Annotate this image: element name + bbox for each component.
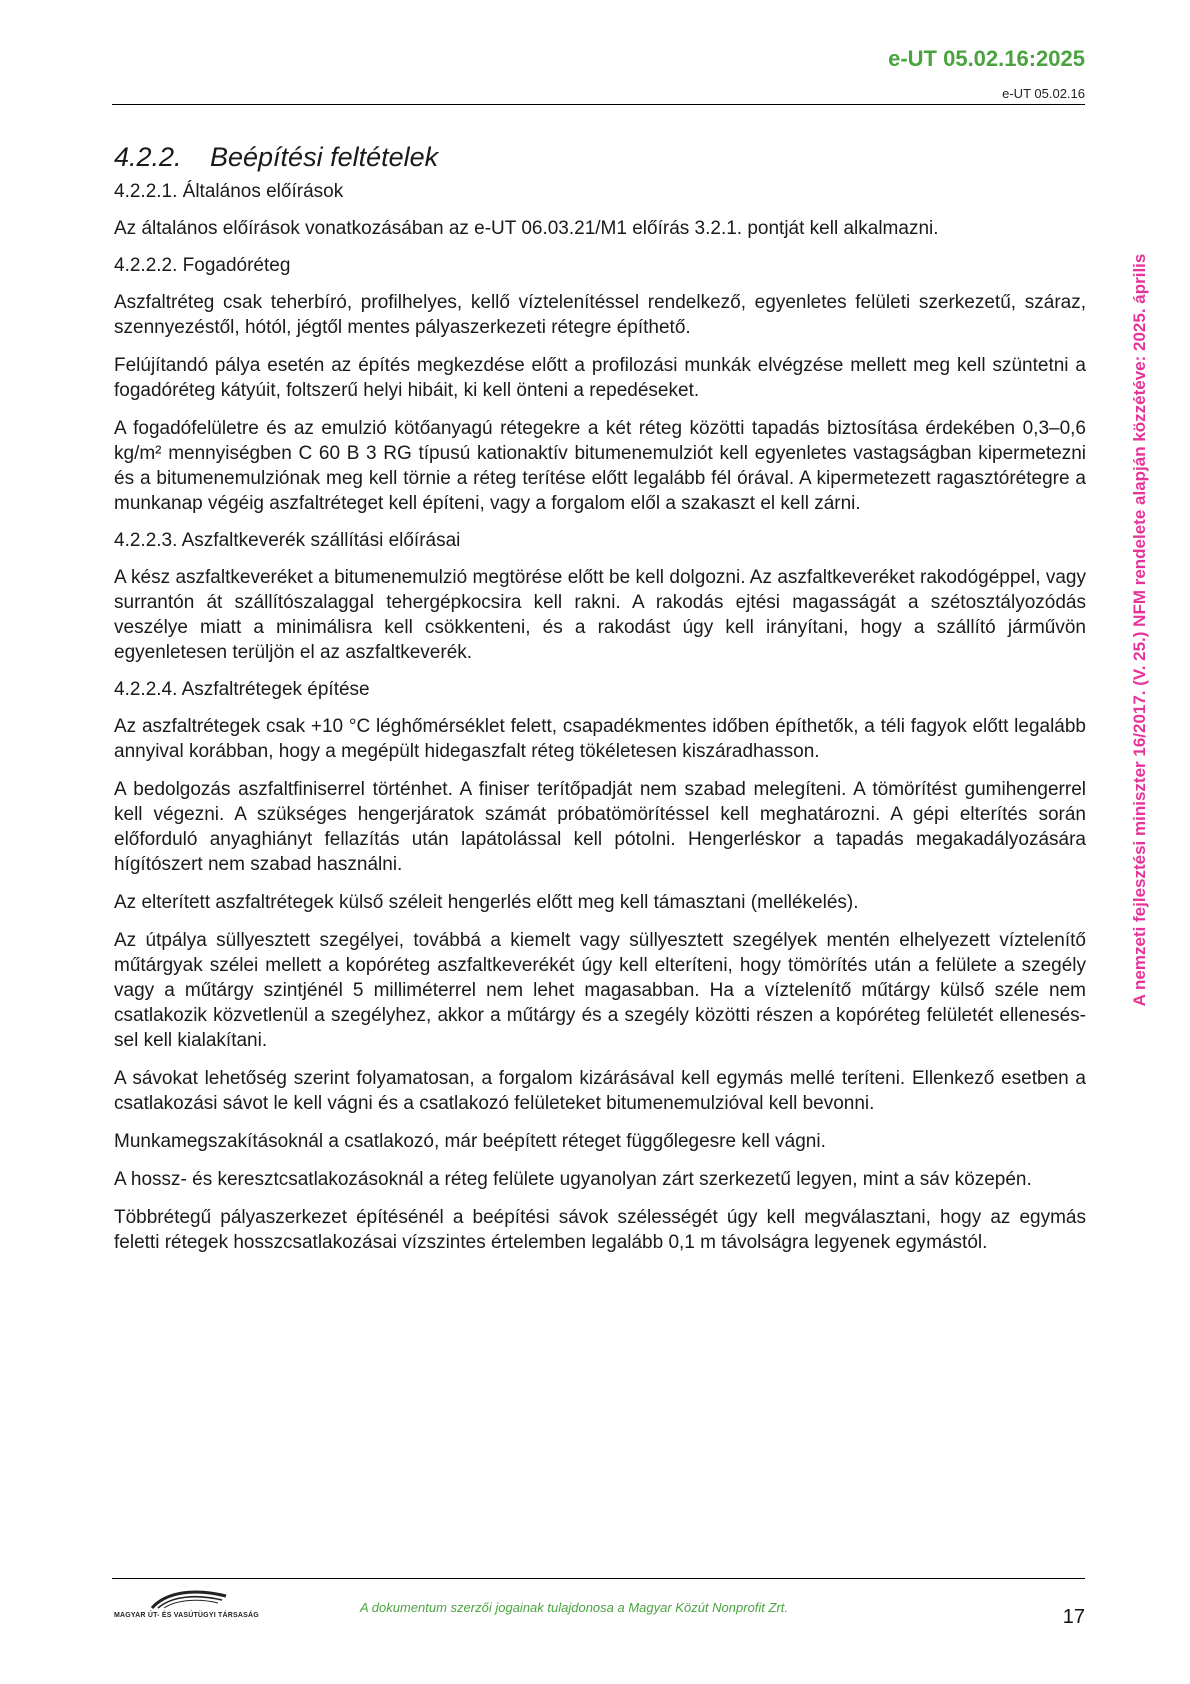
subsection-heading: 4.2.2.2. Fogadóréteg <box>114 255 291 276</box>
society-logo <box>114 1586 264 1622</box>
paragraph: A fogadófelületre és az emulzió kötőanyagú rétegekre a két réteg közötti tapadás biztosítása érdekében 0,3–0,6 kg/m² mennyiségben C 60 B 3 RG típusú kationaktív bitumenemulziót kell egyenletes vastagságban kipermetezni és a bitumenemulziónak meg kell törnie a réteg terítése előtt legalább fél órával. A kipermetezett ragasztórétegre a munkanap végéig aszfaltréteget kell építeni, vagy a forgalom elől a szakaszt el kell zárni. <box>114 418 1086 514</box>
section-title: Beépítési feltételek <box>210 142 439 172</box>
paragraph: Felújítandó pálya esetén az építés megkezdése előtt a profilozási munkák elvégzése mellett meg kell szüntetni a fogadóréteg kátyúit, foltszerű helyi hibáit, ki kell önteni a repedéseket. <box>114 355 1086 401</box>
page-number: 17 <box>1062 1606 1085 1628</box>
paragraph: Az útpálya süllyesztett szegélyei, továbbá a kiemelt vagy süllyesztett szegélyek mentén elhelyezett víztelenítő műtárgyak szélei mellett a kopóréteg aszfaltkeverékét úgy kell elteríteni, hogy tömörítés után a felülete a szegély vagy a műtárgy szintjénél 5 milliméterrel nem lehet magasabban. Ha a víztelenítő műtárgy külső széle nem csatlakozik közvetlenül a szegélyhez, akkor a műtárgy és a szegély közötti részen a kopóréteg felületét elleneséssel kell kialakítani. <box>114 930 1086 1051</box>
paragraph: Aszfaltréteg csak teherbíró, profilhelyes, kellő víztelenítéssel rendelkező, egyenletes felületi szerkezetű, száraz, szennyezéstől, hótól, jégtől mentes pályaszerkezeti rétegre építhető. <box>114 292 1086 338</box>
footer-divider <box>112 1578 1085 1579</box>
body-blocks <box>114 180 1086 1255</box>
paragraph: Az elterített aszfaltrétegek külső széleit hengerlés előtt meg kell támasztani (mellékelés). <box>114 892 859 913</box>
publication-side-note: A nemzeti fejlesztési miniszter 16/2017. (V. 25.) NFM rendelete alapján közzétéve: 2025. április <box>1130 253 1149 1007</box>
logo-text: MAGYAR ÚT- ÉS VASÚTÜGYI TÁRSASÁG <box>114 1612 259 1619</box>
subsection-heading: 4.2.2.1. Általános előírások <box>114 181 344 202</box>
paragraph: Az általános előírások vonatkozásában az e-UT 06.03.21/M1 előírás 3.2.1. pontját kell alkalmazni. <box>114 218 939 239</box>
paragraph: Munkamegszakításoknál a csatlakozó, már beépített réteget függőlegesre kell vágni. <box>114 1131 826 1152</box>
paragraph: A kész aszfaltkeveréket a bitumenemulzió megtörése előtt be kell dolgozni. Az aszfaltkeveréket rakodógéppel, vagy surrantón át szállítószalaggal tehergépkocsira kell rakni. A rakodás ejtési magasságát a szétosztályozódás veszélye miatt a minimálisra kell csökkenteni, és a rakodást úgy kell irányítani, hogy a szállító járművön egyenletesen terüljön el az aszfaltkeverék. <box>114 567 1086 663</box>
paragraph: Többrétegű pályaszerkezet építésénél a beépítési sávok szélességét úgy kell megválasztani, hogy az egymás feletti rétegek hosszcsatlakozásai vízszintes értelemben legalább 0,1 m távolságra legyenek egymástól. <box>114 1207 1086 1253</box>
paragraph: A hossz- és keresztcsatlakozásoknál a réteg felülete ugyanolyan zárt szerkezetű legyen, mint a sáv közepén. <box>114 1169 1032 1190</box>
paragraph: A sávokat lehetőség szerint folyamatosan, a forgalom kizárásával kell egymás mellé teríteni. Ellenkező esetben a csatlakozási sávot le kell vágni és a csatlakozó felületeket bitumenemulzióval kell bevonni. <box>114 1068 1086 1114</box>
header-divider <box>112 104 1085 105</box>
section-number: 4.2.2. <box>114 142 182 172</box>
copyright-notice: A dokumentum szerzői jogainak tulajdonosa a Magyar Közút Nonprofit Zrt. <box>360 1600 789 1615</box>
road-swoosh-icon <box>114 1586 264 1612</box>
section-heading <box>114 140 1086 174</box>
subsection-heading: 4.2.2.4. Aszfaltrétegek építése <box>114 679 370 700</box>
main-content <box>114 140 1086 1268</box>
subsection-heading: 4.2.2.3. Aszfaltkeverék szállítási előírásai <box>114 530 461 551</box>
paragraph: A bedolgozás aszfaltfiniserrel történhet. A finiser terítőpadját nem szabad melegíteni. A tömörítést gumihengerrel kell végezni. A szükséges hengerjáratok számát próbatömörítéssel kell meghatározni. A gépi elterítés során előforduló anyaghiányt fellazítás után lapátolással kell pótolni. Hengerléskor a tapadás megakadályozására hígítószert nem szabad használni. <box>114 779 1086 875</box>
document-code: e-UT 05.02.16:2025 <box>888 46 1085 71</box>
document-subcode: e-UT 05.02.16 <box>1002 86 1085 101</box>
paragraph: Az aszfaltrétegek csak +10 °C léghőmérséklet felett, csapadékmentes időben építhetők, a téli fagyok előtt legalább annyival korábban, hogy a megépült hidegaszfalt réteg tökéletesen kiszáradhasson. <box>114 716 1086 762</box>
